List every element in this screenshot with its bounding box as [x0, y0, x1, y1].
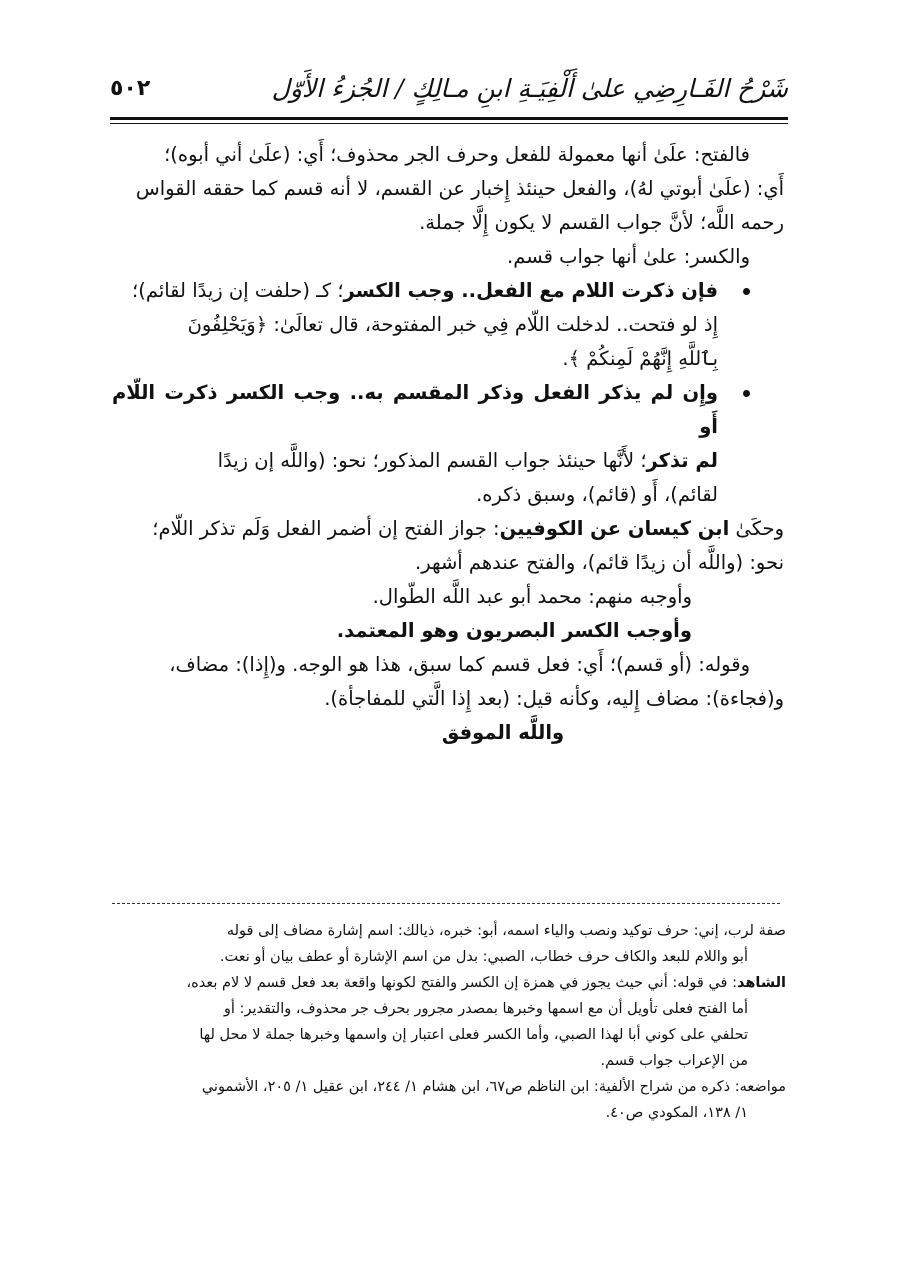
header-rule-thin: [110, 123, 788, 124]
bullet-muqsam-bold2: لم تذكر: [646, 449, 718, 472]
kufiyyin-rest: : جواز الفتح إن أضمر الفعل وَلَم تذكر اللّام؛: [152, 517, 500, 540]
paragraph-qawluhu-line2: و(فجاءة): مضاف إِليه، وكأنه قيل: (بعد إِذا الَّتي للمفاجأة).: [324, 687, 784, 710]
bullet-dot: [743, 288, 750, 295]
bullet-lam-line3-end: .: [562, 347, 569, 370]
paragraph-fath-line1: فالفتح: علَىٰ أنها معمولة للفعل وحرف الجر محذوف؛ أَي: (علَىٰ أني أبوه)؛: [164, 143, 750, 166]
footnote-irab-line1: صفة لرب، إني: حرف توكيد ونصب والياء اسمه، أبو: خبره، ذيالك: اسم إشارة مضاف إلى قوله: [226, 923, 786, 939]
paragraph-fath-line3: رحمه اللَّه؛ لأنَّ جواب القسم لا يكون إِلَّا جملة.: [419, 211, 784, 234]
footnote-shahid-label: الشاهد: [736, 975, 786, 991]
footnote-shahid-line2: أما الفتح فعلى تأويل أن مع اسمها وخبرها بمصدر مجرور بحرف جر محذوف، والتقدير: أو: [223, 1001, 748, 1017]
footnote-separator: [112, 903, 780, 904]
footnote-irab: [112, 918, 786, 970]
bullet-muqsam-line2: [112, 444, 718, 478]
paragraph-qawluhu-line1: وقوله: (أو قسم)؛ أَي: فعل قسم كما سبق، هذا هو الوجه. و(إِذا): مضاف،: [169, 653, 750, 676]
bullet-dot: [743, 390, 750, 397]
bullet-lam-bold: فإن ذكرت اللام مع الفعل.. وجب الكسر: [343, 279, 718, 302]
quran-verse-part2: بِٱللَّهِ إِنَّهُمْ لَمِنكُمْ ﴾: [568, 347, 718, 370]
footnote-shahid: [112, 970, 786, 1074]
footnote-mawadi: [112, 1074, 786, 1126]
footnote-irab-line2: أبو واللام للبعد والكاف حرف خطاب، الصبي: بدل من اسم الإشارة أو عطف بيان أو نعت.: [219, 949, 748, 965]
bullet-muqsam-rest: ؛ لأَنَّها حينئذ جواب القسم المذكور؛ نحو: (واللَّه إن زيدًا: [217, 449, 647, 472]
footnote-shahid-line4: من الإعراب جواب قسم.: [600, 1053, 748, 1069]
bullet-lam-line2: [112, 308, 718, 342]
footnote-mawadi-line1: مواضعه: ذكره من شراح الألفية: ابن الناظم ص٦٧، ابن هشام ١/ ٢٤٤، ابن عقيل ١/ ٢٠٥، الأشموني: [201, 1079, 786, 1095]
bullet-lam-line2-text: إِذ لو فتحت.. لدخلت اللّام فِي خبر المفتوحة، قال تعالَىٰ:: [267, 313, 718, 336]
footnote-mawadi-line2: ١/ ١٣٨، المكودي ص٤٠.: [605, 1105, 748, 1121]
paragraph-tuwal: وأوجبه منهم: محمد أبو عبد اللَّه الطّوال.: [372, 585, 692, 608]
bullet-item-lam: [112, 274, 784, 376]
kufiyyin-lead: وحكَىٰ: [729, 517, 784, 540]
footnote-shahid-line3: تحلفي على كوني أبا لهذا الصبي، وأما الكسر فعلى اعتبار إن واسمها وخبرها جملة لا محل لها: [199, 1027, 748, 1043]
page-number: ٥٠٢: [110, 76, 151, 101]
paragraph-kufiyyin-line2: نحو: (واللَّه أن زيدًا قائم)، والفتح عندهم أشهر.: [415, 551, 784, 574]
paragraph-kufiyyin-line1: [112, 512, 784, 546]
paragraph-kasr: والكسر: علىٰ أنها جواب قسم.: [507, 245, 750, 268]
book-title: شَرْحُ الفَـارِضِي علىٰ أَلْفِيَـةِ ابنِ مـالِكٍ / الجُزءُ الأَوّل: [271, 74, 788, 103]
footnotes: [112, 918, 786, 1126]
main-text: [112, 138, 784, 750]
bullet-lam-line3: [112, 342, 718, 376]
header-rule-thick: [110, 117, 788, 120]
bullet-muqsam-line3: لقائم)، أَو (قائم)، وسبق ذكره.: [476, 483, 718, 506]
bullet-item-muqsam: [112, 376, 784, 512]
kufiyyin-bold: ابن كيسان عن الكوفيين: [499, 517, 730, 540]
paragraph-basriyyun: وأوجب الكسر البصريون وهو المعتمد.: [336, 619, 692, 642]
bullet-muqsam-line1: وإِن لم يذكر الفعل وذكر المقسم به.. وجب الكسر ذكرت اللّام أَو: [112, 381, 718, 438]
closing-phrase: واللَّه الموفق: [441, 721, 565, 744]
bullet-lam-rest: ؛ كـ (حلفت إن زيدًا لقائم)؛: [132, 279, 344, 302]
paragraph-fath-line2: أَي: (علَىٰ أبوتي لهُ)، والفعل حينئذ إِخبار عن القسم، لا أنه قسم كما حققه القواس: [135, 177, 784, 200]
running-header: [110, 64, 788, 116]
bullet-lam-line1: [112, 274, 718, 308]
quran-verse-part1: ﴿وَيَحْلِفُونَ: [187, 313, 268, 336]
footnote-shahid-line1: : في قوله: أني حيث يجوز في همزة إن الكسر والفتح لكونها واقعة بعد فعل قسم لا لام بعده،: [186, 975, 737, 991]
